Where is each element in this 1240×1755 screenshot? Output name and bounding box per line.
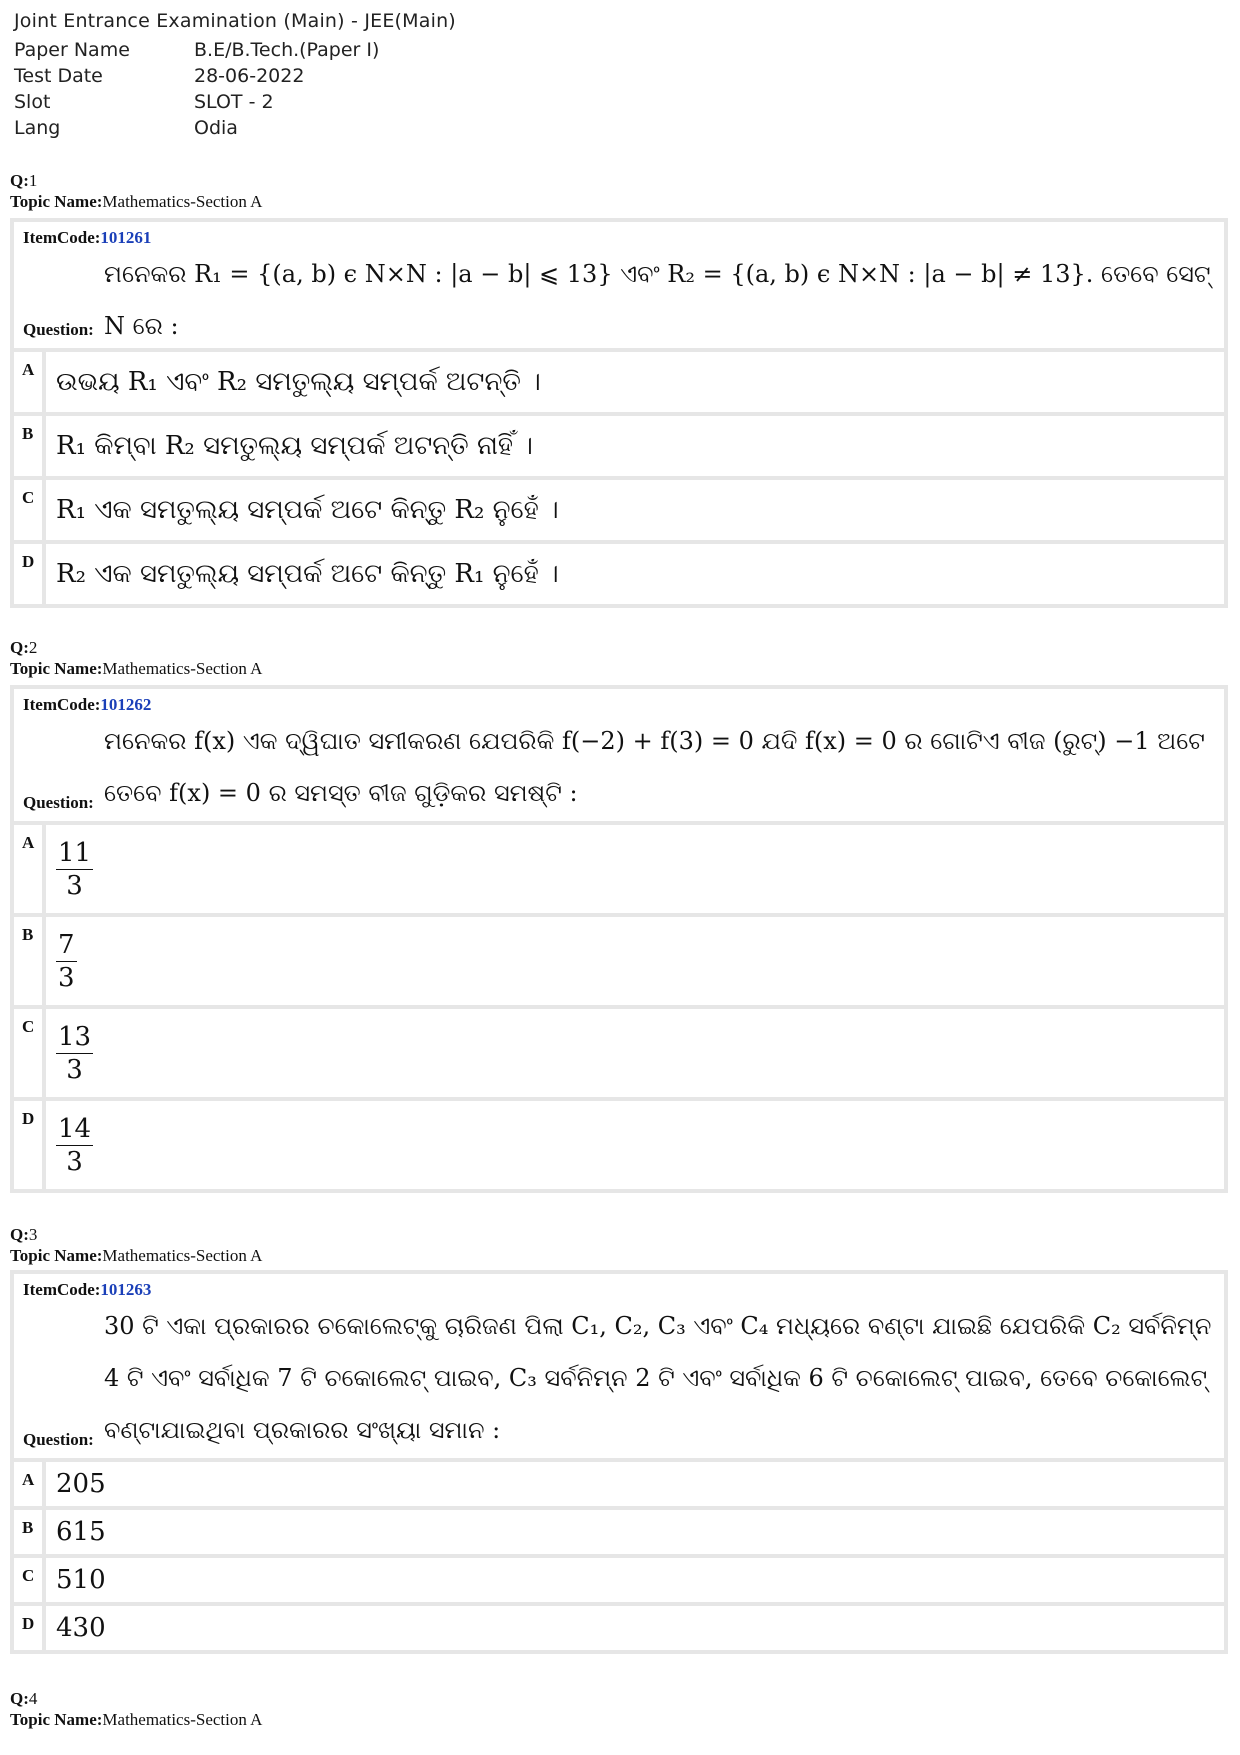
question-text: ମନେକର f(x) ଏକ ଦ୍ୱିଘାତ ସମୀକରଣ ଯେପରିକି f(−2) + f(3) = 0 ଯଦି f(x) = 0 ର ଗୋଟିଏ ବୀଜ (ରୁଟ୍) −1 ଅଟେ ତେବେ f(x) = 0 ର ସମସ୍ତ ବୀଜ ଗୁଡ଼ିକର ସମଷ୍ଟି : (104, 727, 1205, 807)
q-number: 1 (28, 171, 38, 190)
item-code-label: ItemCode: (23, 695, 101, 714)
question-cell (14, 1274, 1224, 1458)
option-text: R₂ ଏକ ସମତୁଲ୍ୟ ସମ୍ପର୍କ ଅଟେ କିନ୍ତୁ R₁ ନୁହେଁ । (46, 544, 1224, 604)
topic-prefix: Topic Name: (10, 1710, 103, 1729)
info-row (14, 38, 379, 64)
option-row (14, 544, 1224, 604)
topic-prefix: Topic Name: (10, 659, 103, 678)
numerator: 7 (58, 929, 75, 960)
option-body (46, 825, 1224, 913)
question-label: Question: (23, 1430, 94, 1449)
topic-prefix: Topic Name: (10, 1246, 103, 1265)
item-code-value: 101262 (100, 695, 152, 714)
q-number: 4 (28, 1689, 38, 1708)
option-row (14, 480, 1224, 540)
option-row (14, 1510, 1224, 1554)
question-text: 30 ଟି ଏକା ପ୍ରକାରର ଚକୋଲେଟ୍‌କୁ ଚାରିଜଣ ପିଲା C₁, C₂, C₃ ଏବଂ C₄ ମଧ୍ୟରେ ବଣ୍ଟା ଯାଇଛି ଯେପରିକି C₂ ସର୍ବନିମ୍ନ 4 ଟି ଏବଂ ସର୍ବାଧିକ 7 ଟି ଚକୋଲେଟ୍ ପାଇବ, C₃ ସର୍ବନିମ୍ନ 2 ଟି ଏବଂ ସର୍ବାଧିକ 6 ଟି ଚକୋଲେଟ୍ ପାଇବ, ତେବେ ଚକୋଲେଟ୍ ବଣ୍ଟାଯାଇଥିବା ପ୍ରକାରର ସଂଖ୍ୟା ସମାନ : (104, 1312, 1212, 1444)
option-row (14, 1606, 1224, 1650)
question-heading (10, 1688, 262, 1730)
item-code-value: 101263 (100, 1280, 152, 1299)
q-number: 3 (28, 1225, 38, 1244)
option-letter: D (14, 544, 42, 604)
info-value: Odia (194, 117, 238, 139)
option-text: 615 (46, 1510, 1224, 1554)
option-row (14, 1101, 1224, 1189)
option-letter: D (14, 1101, 42, 1189)
option-row (14, 416, 1224, 476)
option-body (46, 1101, 1224, 1189)
topic-name: Mathematics-Section A (102, 192, 263, 211)
option-text: R₁ ଏକ ସମତୁଲ୍ୟ ସମ୍ପର୍କ ଅଟେ କିନ୍ତୁ R₂ ନୁହେଁ । (46, 480, 1224, 540)
question-block (10, 1270, 1228, 1654)
option-row (14, 917, 1224, 1005)
option-text: R₁ କିମ୍ବା R₂ ସମତୁଲ୍ୟ ସମ୍ପର୍କ ଅଟନ୍ତି ନାହିଁ । (46, 416, 1224, 476)
fraction (56, 1021, 93, 1086)
numerator: 11 (58, 837, 92, 868)
item-code-label: ItemCode: (23, 1280, 101, 1299)
fraction (56, 837, 93, 902)
numerator: 13 (58, 1021, 92, 1052)
info-key: Test Date (14, 65, 103, 87)
info-value: B.E/B.Tech.(Paper I) (194, 39, 380, 61)
denominator: 3 (66, 1146, 83, 1177)
question-label: Question: (23, 320, 94, 339)
topic-prefix: Topic Name: (10, 192, 103, 211)
question-heading (10, 1224, 262, 1266)
q-prefix: Q: (10, 1225, 29, 1244)
fraction (56, 1113, 93, 1178)
item-code (23, 228, 151, 248)
option-row (14, 1462, 1224, 1506)
exam-info-table (14, 38, 379, 142)
option-letter: D (14, 1606, 42, 1650)
topic-name: Mathematics-Section A (102, 1710, 263, 1729)
question-block (10, 218, 1228, 608)
item-code-value: 101261 (100, 228, 152, 247)
question-cell (14, 222, 1224, 348)
exam-header (14, 10, 456, 142)
info-row (14, 90, 379, 116)
option-text: 510 (46, 1558, 1224, 1602)
denominator: 3 (58, 962, 75, 993)
option-letter: B (14, 1510, 42, 1554)
q-prefix: Q: (10, 1689, 29, 1708)
option-letter: C (14, 1558, 42, 1602)
question-label: Question: (23, 793, 94, 812)
question-cell (14, 689, 1224, 821)
option-body (46, 1009, 1224, 1097)
question-heading (10, 637, 262, 679)
option-letter: A (14, 825, 42, 913)
option-letter: C (14, 480, 42, 540)
q-number: 2 (28, 638, 38, 657)
option-letter: A (14, 1462, 42, 1506)
option-row (14, 825, 1224, 913)
option-body (46, 917, 1224, 1005)
info-key: Paper Name (14, 39, 130, 61)
option-row (14, 1009, 1224, 1097)
question-block (10, 685, 1228, 1193)
info-key: Lang (14, 117, 61, 139)
numerator: 14 (58, 1113, 92, 1144)
q-prefix: Q: (10, 638, 29, 657)
option-row (14, 352, 1224, 412)
q-prefix: Q: (10, 171, 29, 190)
item-code (23, 1280, 151, 1300)
option-text: ଉଭୟ R₁ ଏବଂ R₂ ସମତୁଲ୍ୟ ସମ୍ପର୍କ ଅଟନ୍ତି । (46, 352, 1224, 412)
topic-name: Mathematics-Section A (102, 1246, 263, 1265)
fraction (56, 929, 77, 994)
topic-name: Mathematics-Section A (102, 659, 263, 678)
info-value: SLOT - 2 (194, 91, 274, 113)
option-letter: A (14, 352, 42, 412)
info-row (14, 64, 379, 90)
option-letter: B (14, 416, 42, 476)
option-text: 430 (46, 1606, 1224, 1650)
question-text: ମନେକର R₁ = {(a, b) ϵ N×N : |a − b| ⩽ 13} ଏବଂ R₂ = {(a, b) ϵ N×N : |a − b| ≠ 13}. ତେବେ ସେଟ୍ N ରେ : (104, 260, 1211, 340)
exam-title: Joint Entrance Examination (Main) - JEE(Main) (14, 10, 456, 32)
option-row (14, 1558, 1224, 1602)
item-code (23, 695, 151, 715)
info-value: 28-06-2022 (194, 65, 305, 87)
info-row (14, 116, 379, 142)
denominator: 3 (66, 1054, 83, 1085)
option-letter: C (14, 1009, 42, 1097)
info-key: Slot (14, 91, 51, 113)
denominator: 3 (66, 870, 83, 901)
option-text: 205 (46, 1462, 1224, 1506)
option-letter: B (14, 917, 42, 1005)
question-heading (10, 170, 262, 212)
item-code-label: ItemCode: (23, 228, 101, 247)
